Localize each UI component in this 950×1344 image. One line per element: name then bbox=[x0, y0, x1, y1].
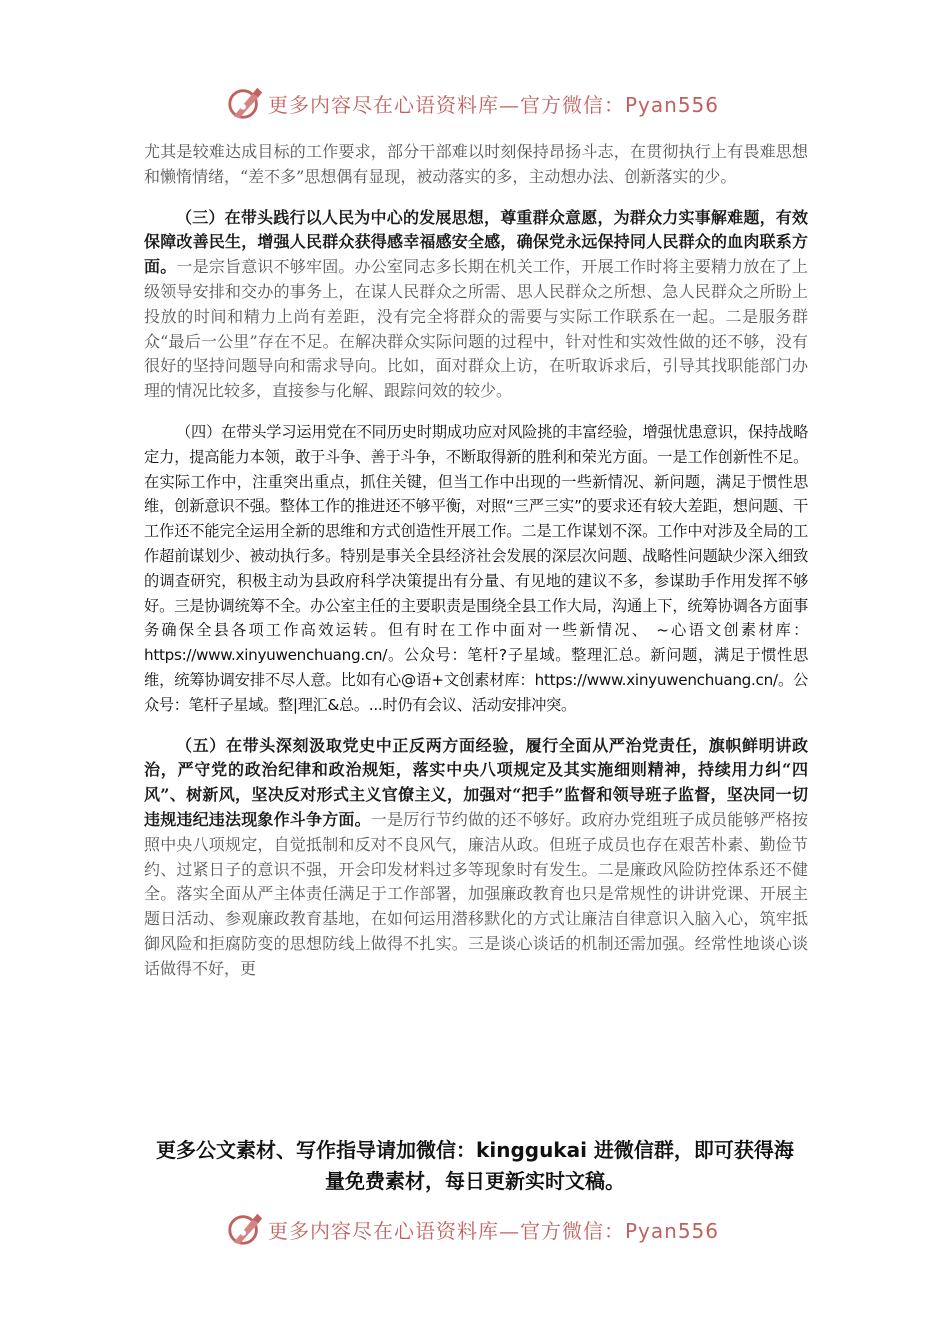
pen-nib-logo-icon bbox=[226, 1210, 264, 1248]
paragraph-section-5 bbox=[144, 734, 808, 982]
section-5-heading: （五）在带头深刻汲取党史中正反两方面经验，履行全面从严治党责任，旗帜鲜明讲政治，严守党的政治纪律和政治规矩，落实中央八项规定及其实施细则精神，持续用力纠“四风”、树新风，坚决反对形式主义官僚主义，加强对“把手”监督和领导班子监督，坚决同一切违规违纪违法现象作斗争方面。 bbox=[144, 735, 808, 829]
section-4-body: （四）在带头学习运用党在不同历史时期成功应对风险挑的丰富经验，增强忧患意识，保持战略定力，提高能力本领，敢于斗争、善于斗争，不断取得新的胜利和荣光方面。一是工作创新性不足。在实际工作中，注重突出重点，抓住关键，但当工作中出现的一些新情况、新问题，满足于惯性思维，创新意识不强。整体工作的推进还不够平衡，对照“三严三实”的要求还有较大差距，想问题、干工作还不能完全运用全新的思维和方式创造性开展工作。二是工作谋划不深。工作中对涉及全局的工作超前谋划少、被动执行多。特别是事关全县经济社会发展的深层次问题、战略性问题缺少深入细致的调查研究，积极主动为县政府科学决策提出有分量、有见地的建议不多，参谋助手作用发挥不够好。三是协调统筹不全。办公室主任的主要职责是围绕全县工作大局，沟通上下，统筹协调各方面事务确保全县各项工作高效运转。但有时在工作中面对一些新情况、 ~心语文创素材库：https://www.xinyuwenchuang.cn/。公众号：笔杆?子星域。整理汇总。新问题，满足于惯性思维，统筹协调安排不尽人意。比如有心@语+文创素材库：https://www.xinyuwenchuang.cn/。公众号：笔杆子星域。整|理汇&总。...时仍有会议、活动安排冲突。 bbox=[144, 422, 808, 714]
promo-note: 更多公文素材、写作指导请加微信：kinggukai 进微信群，即可获得海量免费素材，每日更新实时文稿。 bbox=[156, 1138, 794, 1193]
watermark-text: 更多内容尽在心语资料库—官方微信：Pyan556 bbox=[268, 1218, 720, 1243]
watermark-account: Pyan556 bbox=[625, 1218, 720, 1243]
footer-watermark bbox=[226, 1207, 726, 1251]
watermark-account: Pyan556 bbox=[625, 92, 720, 117]
section-5-body: 一是厉行节约做的还不够好。政府办党组班子成员能够严格按照中央八项规定，自觉抵制和反对不良风气，廉洁从政。但班子成员也存在艰苦朴素、勤俭节约、过紧日子的意识不强，开会印发材料过多等现象时有发生。二是廉政风险防控体系还不健全。落实全面从严主体责任满足于工作部署，加强廉政教育也只是常规性的讲讲党课、开展主题日活动、参观廉政教育基地，在如何运用潜移默化的方式让廉洁自律意识入脑入心，筑牢抵御风险和拒腐防变的思想防线上做得不扎实。三是谈心谈话的机制还需加强。经常性地谈心谈话做得不好，更 bbox=[144, 809, 808, 978]
paragraph-body: 尤其是较难达成目标的工作要求，部分干部难以时刻保持昂扬斗志，在贯彻执行上有畏难思想和懒惰情绪，“差不多”思想偶有显现，被动落实的多，主动想办法、创新落实的少。 bbox=[144, 142, 808, 186]
document-body bbox=[144, 140, 808, 1125]
section-3-heading: （三）在带头践行以人民为中心的发展思想，尊重群众意愿，为群众力实事解难题，有效保障改善民生，增强人民群众获得感幸福感安全感，确保党永远保持同人民群众的血肉联系方面。 bbox=[144, 207, 808, 277]
section-3-body: 一是宗旨意识不够牢固。办公室同志多长期在机关工作，开展工作时将主要精力放在了上级领导安排和交办的事务上，在谋人民群众之所需、思人民群众之所想、急人民群众之所盼上投放的时间和精力上尚有差距，没有完全将群众的需要与实际工作联系在一起。二是服务群众“最后一公里”存在不足。在解决群众实际问题的过程中，针对性和实效性做的还不够，没有很好的坚持问题导向和需求导向。比如，面对群众上访，在听取诉求后，引导其找职能部门办理的情况比较多，直接参与化解、跟踪问效的较少。 bbox=[144, 257, 808, 401]
pen-nib-logo-icon bbox=[226, 84, 264, 122]
paragraph-continuation bbox=[144, 140, 808, 190]
header-watermark bbox=[226, 81, 726, 125]
paragraph-section-3 bbox=[144, 206, 808, 404]
watermark-text: 更多内容尽在心语资料库—官方微信：Pyan556 bbox=[268, 92, 720, 117]
paragraph-section-4 bbox=[144, 420, 808, 718]
